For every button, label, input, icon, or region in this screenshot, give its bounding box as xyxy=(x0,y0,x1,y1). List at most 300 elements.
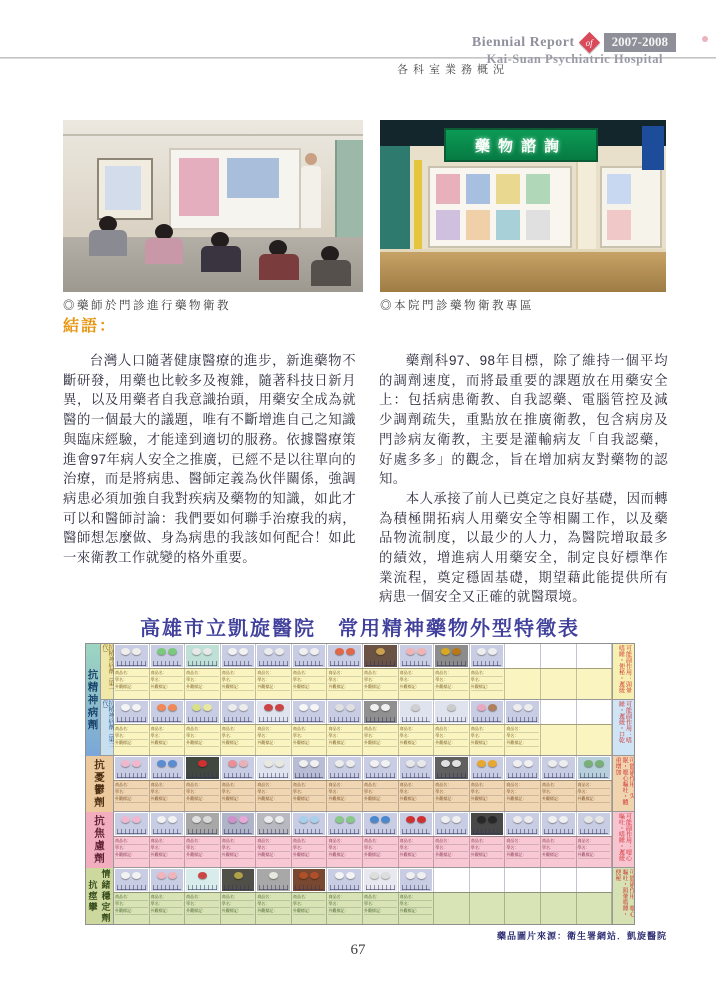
drug-label-cell xyxy=(292,893,328,924)
side-effect-strip xyxy=(612,644,634,699)
pill-photo xyxy=(506,813,539,835)
pill-photo-cell xyxy=(470,756,506,780)
left-photo-caption: ◎藥師於門診進行藥物衛教 xyxy=(63,300,231,312)
drug-label-cell xyxy=(399,725,435,755)
pill-photo xyxy=(435,813,468,835)
drug-label-line: 學名： xyxy=(364,677,397,684)
drug-label-line: 商品名： xyxy=(506,838,539,845)
pill-icon xyxy=(513,816,522,823)
drug-label-line: 商品名： xyxy=(328,670,361,677)
pill-photo-cell xyxy=(292,756,328,780)
pill-icon xyxy=(310,816,319,823)
paragraph: 藥劑科97、98年目標，除了維持一個平均的調劑速度，而將最重要的課題放在用藥安全上：包括病患衛教、自我認藥、電腦管控及減少調劑疏失，重點放在推廣衛教，包含病房及門診病友衛教，主要是灌輸病友「自我認藥，好處多多」的觀念，旨在增加病友對藥物的認知。 xyxy=(379,353,668,487)
pill-icon xyxy=(524,760,533,767)
audience-shoulders xyxy=(259,254,299,280)
pill-photo-cell xyxy=(505,868,541,892)
pill-icon xyxy=(346,648,355,655)
pill-photo-cell xyxy=(292,868,328,892)
drug-label-cell xyxy=(256,893,292,924)
drug-label-line: 學名： xyxy=(542,789,575,796)
drug-label-cell xyxy=(256,669,292,699)
pill-icon xyxy=(239,760,248,767)
pill-icon xyxy=(299,704,308,711)
drug-label-line: 外觀標記： xyxy=(186,796,219,803)
pill-icon xyxy=(310,872,319,879)
pill-photo-cell xyxy=(150,868,186,892)
drug-label-cell xyxy=(577,781,613,811)
pills xyxy=(186,704,219,711)
category-blocks xyxy=(114,756,634,812)
drug-label-line: 學名： xyxy=(115,677,148,684)
drug-label-line: 商品名： xyxy=(186,838,219,845)
pill-photo-cell xyxy=(221,700,257,724)
drug-label-cell xyxy=(185,781,221,811)
drug-label-cell xyxy=(185,893,221,924)
drug-label-line: 外觀標記： xyxy=(293,852,326,859)
pill-icon xyxy=(132,704,141,711)
pill-icon xyxy=(264,648,273,655)
ruler-scale xyxy=(366,661,395,666)
ruler-scale xyxy=(366,773,395,778)
pill-photo-cell xyxy=(327,756,363,780)
ruler-scale xyxy=(402,717,431,722)
pill-icon xyxy=(370,704,379,711)
pill-icon xyxy=(381,872,390,879)
medication-category-row xyxy=(86,868,634,924)
pill-photo-cell xyxy=(114,700,150,724)
poster xyxy=(436,174,460,204)
drug-label-cell xyxy=(292,725,328,755)
drug-label-line: 外觀標記： xyxy=(328,740,361,747)
section-label: 各科室業務概況 xyxy=(397,64,509,76)
pills xyxy=(222,872,255,879)
subcategory-label: 抗精神病劑（第二代） xyxy=(101,700,113,748)
ruler-scale xyxy=(508,829,537,834)
medication-category-row xyxy=(86,756,634,812)
drug-label-line: 外觀標記： xyxy=(115,908,148,915)
drug-label-line: 學名： xyxy=(471,733,504,740)
photo-door xyxy=(335,140,363,250)
drug-label-line: 外觀標記： xyxy=(364,908,397,915)
drug-label-line: 外觀標記： xyxy=(293,908,326,915)
pill-icon xyxy=(299,760,308,767)
pharmacy-sign xyxy=(444,128,598,162)
pills xyxy=(222,816,255,823)
drug-label-line: 外觀標記： xyxy=(222,908,255,915)
ruler-scale xyxy=(330,829,359,834)
drug-label-line: 商品名： xyxy=(328,726,361,733)
pills xyxy=(293,648,326,655)
drug-label-line: 商品名： xyxy=(578,782,611,789)
pill-icon xyxy=(132,760,141,767)
drug-label-band xyxy=(114,668,612,699)
ruler-scale xyxy=(402,829,431,834)
drug-label-line: 外觀標記： xyxy=(257,852,290,859)
pill-photo-cell xyxy=(577,644,613,668)
drug-label-line: 外觀標記： xyxy=(186,684,219,691)
drug-label-cell xyxy=(150,725,186,755)
drug-label-line: 外觀標記： xyxy=(257,908,290,915)
drug-label-cell xyxy=(577,837,613,867)
pill-photo xyxy=(186,869,219,891)
pill-photo-cell xyxy=(150,700,186,724)
pill-photo xyxy=(364,757,397,779)
drug-label-line: 商品名： xyxy=(542,838,575,845)
drug-label-cell xyxy=(327,725,363,755)
pill-icon xyxy=(198,760,207,767)
category-label xyxy=(86,812,114,868)
pill-icon xyxy=(548,816,557,823)
pill-photo xyxy=(400,869,433,891)
pills xyxy=(364,872,397,879)
pill-icon xyxy=(275,704,284,711)
drug-label-line: 學名： xyxy=(186,845,219,852)
pill-icon xyxy=(477,760,486,767)
category-blocks xyxy=(101,644,634,756)
drug-label-line: 學名： xyxy=(328,677,361,684)
ruler-scale xyxy=(259,773,288,778)
pill-photo-cell xyxy=(399,756,435,780)
ruler-scale xyxy=(259,885,288,890)
drug-label-cell xyxy=(363,837,399,867)
audience-shoulders xyxy=(201,246,241,272)
pills xyxy=(151,704,184,711)
poster xyxy=(496,210,520,240)
pill-icon xyxy=(370,760,379,767)
pill-icon xyxy=(406,816,415,823)
drug-label-line: 外觀標記： xyxy=(364,740,397,747)
drug-label-line: 商品名： xyxy=(400,782,433,789)
pill-photo xyxy=(328,813,361,835)
pill-photo xyxy=(115,757,148,779)
ruler-scale xyxy=(188,717,217,722)
drug-label-cell xyxy=(505,669,541,699)
drug-label-cell xyxy=(114,669,150,699)
pill-icon xyxy=(447,704,456,711)
drug-label-line: 外觀標記： xyxy=(151,684,184,691)
drug-label-line: 外觀標記： xyxy=(578,796,611,803)
drug-label-band xyxy=(114,780,612,811)
drug-label-cell xyxy=(292,781,328,811)
pills xyxy=(115,704,148,711)
pill-photo xyxy=(151,813,184,835)
ruler-scale xyxy=(437,717,466,722)
pill-photo xyxy=(293,869,326,891)
drug-label-line: 外觀標記： xyxy=(115,684,148,691)
hospital-name: Kai-Suan Psychiatric Hospital xyxy=(486,52,663,66)
pill-icon xyxy=(192,704,201,711)
pill-photo xyxy=(471,757,504,779)
pill-photo xyxy=(328,645,361,667)
drug-label-cell xyxy=(505,837,541,867)
drug-label-cell xyxy=(434,837,470,867)
pill-photo xyxy=(328,869,361,891)
drug-label-line: 外觀標記： xyxy=(293,684,326,691)
ruler-scale xyxy=(580,773,609,778)
ruler-scale xyxy=(473,773,502,778)
pill-photo xyxy=(257,645,290,667)
pill-icon xyxy=(121,816,130,823)
pill-icon xyxy=(203,704,212,711)
drug-label-cell xyxy=(150,781,186,811)
pill-photo-cell xyxy=(114,868,150,892)
pill-photo-cell xyxy=(541,868,577,892)
ruler-scale xyxy=(224,717,253,722)
pill-icon xyxy=(228,704,237,711)
pills xyxy=(400,872,433,879)
drug-label-line: 外觀標記： xyxy=(257,740,290,747)
drug-label-line: 學名： xyxy=(471,845,504,852)
drug-label-line: 學名： xyxy=(222,677,255,684)
pills xyxy=(222,760,255,767)
pills xyxy=(328,648,361,655)
pill-photo-cell xyxy=(399,868,435,892)
pill-icon xyxy=(192,648,201,655)
pill-icon xyxy=(488,816,497,823)
pill-icon xyxy=(132,872,141,879)
pills xyxy=(506,704,539,711)
drug-label-cell xyxy=(221,781,257,811)
drug-label-line: 學名： xyxy=(578,789,611,796)
pill-photo-cell xyxy=(221,756,257,780)
pill-photo-cell xyxy=(399,700,435,724)
drug-label-line: 商品名： xyxy=(115,670,148,677)
ruler-scale xyxy=(508,773,537,778)
pill-icon xyxy=(310,704,319,711)
pills xyxy=(186,760,219,767)
pills xyxy=(471,760,504,767)
drug-label-line: 學名： xyxy=(506,845,539,852)
category-label-text: 情緒穩定劑 xyxy=(100,868,111,924)
pill-icon xyxy=(346,760,355,767)
pill-icon xyxy=(264,816,273,823)
pill-photo-cell xyxy=(399,644,435,668)
pills xyxy=(186,872,219,879)
ruler-scale xyxy=(295,717,324,722)
pharmacy-yellow-pillar xyxy=(414,160,422,252)
pill-photo xyxy=(364,813,397,835)
pill-icon xyxy=(524,704,533,711)
pharmacy-pillar xyxy=(576,158,596,254)
drug-label-line: 外觀標記： xyxy=(364,684,397,691)
pills xyxy=(115,816,148,823)
pill-photo xyxy=(435,645,468,667)
pill-photo-cell xyxy=(185,756,221,780)
category-label xyxy=(86,756,114,812)
drug-label-line: 學名： xyxy=(471,677,504,684)
pill-photo-cell xyxy=(541,700,577,724)
drug-label-line: 商品名： xyxy=(364,726,397,733)
drug-label-line: 商品名： xyxy=(400,894,433,901)
pill-photo-cell xyxy=(505,756,541,780)
decorative-dot xyxy=(702,36,708,42)
drug-label-cell xyxy=(541,893,577,924)
category-label-text: 抗憂鬱劑 xyxy=(93,759,105,809)
pill-icon xyxy=(121,704,130,711)
drug-label-line: 外觀標記： xyxy=(222,796,255,803)
pill-photo xyxy=(471,813,504,835)
drug-label-line: 商品名： xyxy=(364,782,397,789)
ruler-scale xyxy=(473,717,502,722)
drug-label-line: 學名： xyxy=(364,789,397,796)
pill-icon xyxy=(275,816,284,823)
drug-label-line: 外觀標記： xyxy=(328,852,361,859)
pill-photo xyxy=(435,701,468,723)
drug-label-line: 學名： xyxy=(400,677,433,684)
poster xyxy=(466,174,490,204)
pills xyxy=(542,760,575,767)
counter xyxy=(380,252,666,292)
pill-icon xyxy=(157,648,166,655)
drug-label-line: 商品名： xyxy=(293,726,326,733)
drug-label-cell xyxy=(221,669,257,699)
drug-label-line: 學名： xyxy=(115,901,148,908)
pill-icon xyxy=(228,760,237,767)
pill-photo-cell xyxy=(577,868,613,892)
ruler-scale xyxy=(153,661,182,666)
drug-label-cell xyxy=(470,725,506,755)
block-grid xyxy=(114,700,612,755)
pill-photo-cell xyxy=(363,700,399,724)
drug-label-cell xyxy=(327,893,363,924)
pill-photo-cell xyxy=(221,812,257,836)
ruler-scale xyxy=(437,829,466,834)
ruler-scale xyxy=(188,773,217,778)
ruler-scale xyxy=(330,661,359,666)
med-table-grid xyxy=(85,643,635,925)
pill-photo xyxy=(151,701,184,723)
drug-label-line: 商品名： xyxy=(186,670,219,677)
drug-label-line: 外觀標記： xyxy=(293,740,326,747)
drug-label-cell xyxy=(577,669,613,699)
drug-label-line: 學名： xyxy=(435,677,468,684)
pill-icon xyxy=(381,704,390,711)
drug-label-line: 外觀標記： xyxy=(328,908,361,915)
pills xyxy=(435,704,468,711)
pill-icon xyxy=(376,648,385,655)
pill-photo xyxy=(222,813,255,835)
side-effect-text: 可能副作用：失眠・噁心嘔吐・體重增加 xyxy=(614,757,634,806)
pill-icon xyxy=(157,872,166,879)
pill-photo xyxy=(151,869,184,891)
report-years-badge: 2007-2008 xyxy=(604,33,676,52)
pill-photo xyxy=(364,645,397,667)
pill-photo xyxy=(257,813,290,835)
drug-label-cell xyxy=(327,837,363,867)
drug-label-line: 商品名： xyxy=(435,838,468,845)
pills xyxy=(257,816,290,823)
drug-label-cell xyxy=(434,669,470,699)
pill-photo-row xyxy=(114,868,612,892)
pill-photo-cell xyxy=(114,812,150,836)
drug-label-band xyxy=(114,724,612,755)
ruler-scale xyxy=(473,829,502,834)
poster xyxy=(496,174,520,204)
pills xyxy=(435,648,468,655)
pill-icon xyxy=(234,872,243,879)
pills xyxy=(435,760,468,767)
ruler-scale xyxy=(402,773,431,778)
pill-icon xyxy=(239,816,248,823)
drug-label-cell xyxy=(114,725,150,755)
pill-icon xyxy=(406,648,415,655)
category-label-text: 抗痙攣 xyxy=(87,879,98,913)
pill-photo-cell xyxy=(434,700,470,724)
pills xyxy=(400,816,433,823)
ruler-scale xyxy=(295,661,324,666)
report-brand xyxy=(472,33,676,52)
drug-label-cell xyxy=(541,781,577,811)
pill-icon xyxy=(370,872,379,879)
pill-icon xyxy=(192,816,201,823)
pills xyxy=(257,648,290,655)
classroom-photo xyxy=(63,120,363,292)
ruler-scale xyxy=(330,773,359,778)
drug-label-line: 學名： xyxy=(400,901,433,908)
drug-label-cell xyxy=(541,837,577,867)
pill-photo-cell xyxy=(363,812,399,836)
ruler-scale xyxy=(330,885,359,890)
pill-icon xyxy=(406,760,415,767)
ruler-scale xyxy=(188,829,217,834)
ruler-scale xyxy=(224,661,253,666)
pill-photo-cell xyxy=(363,756,399,780)
side-effect-strip xyxy=(612,700,634,755)
drug-label-line: 外觀標記： xyxy=(542,796,575,803)
drug-label-cell xyxy=(505,893,541,924)
drug-label-line: 學名： xyxy=(151,677,184,684)
subcategory-strip xyxy=(101,644,114,699)
pill-icon xyxy=(548,760,557,767)
ruler-scale xyxy=(117,717,146,722)
pill-icon xyxy=(239,648,248,655)
pills xyxy=(222,648,255,655)
poster xyxy=(526,174,550,204)
drug-label-line: 商品名： xyxy=(222,670,255,677)
drug-label-line: 商品名： xyxy=(151,726,184,733)
drug-label-line: 商品名： xyxy=(364,894,397,901)
ruler-scale xyxy=(544,773,573,778)
pill-photo-row xyxy=(114,756,612,780)
category-label xyxy=(86,644,101,756)
pill-photo-cell xyxy=(434,644,470,668)
drug-label-line: 外觀標記： xyxy=(435,740,468,747)
drug-label-line: 學名： xyxy=(257,845,290,852)
drug-label-cell xyxy=(577,725,613,755)
pill-icon xyxy=(335,760,344,767)
drug-label-line: 外觀標記： xyxy=(364,852,397,859)
block-grid xyxy=(114,812,612,867)
drug-label-line: 學名： xyxy=(115,789,148,796)
ruler-scale xyxy=(224,885,253,890)
drug-label-line: 商品名： xyxy=(328,894,361,901)
pill-photo xyxy=(115,701,148,723)
medication-block xyxy=(114,812,634,868)
drug-label-line: 學名： xyxy=(471,789,504,796)
pill-icon xyxy=(239,704,248,711)
drug-label-line: 學名： xyxy=(328,789,361,796)
drug-label-cell xyxy=(292,837,328,867)
drug-label-cell xyxy=(434,725,470,755)
pills xyxy=(578,760,611,767)
drug-label-cell xyxy=(185,725,221,755)
poster xyxy=(526,210,550,240)
pill-photo xyxy=(186,701,219,723)
drug-label-line: 學名： xyxy=(293,733,326,740)
pill-photo-cell xyxy=(577,700,613,724)
pill-icon xyxy=(477,816,486,823)
ruler-scale xyxy=(473,661,502,666)
